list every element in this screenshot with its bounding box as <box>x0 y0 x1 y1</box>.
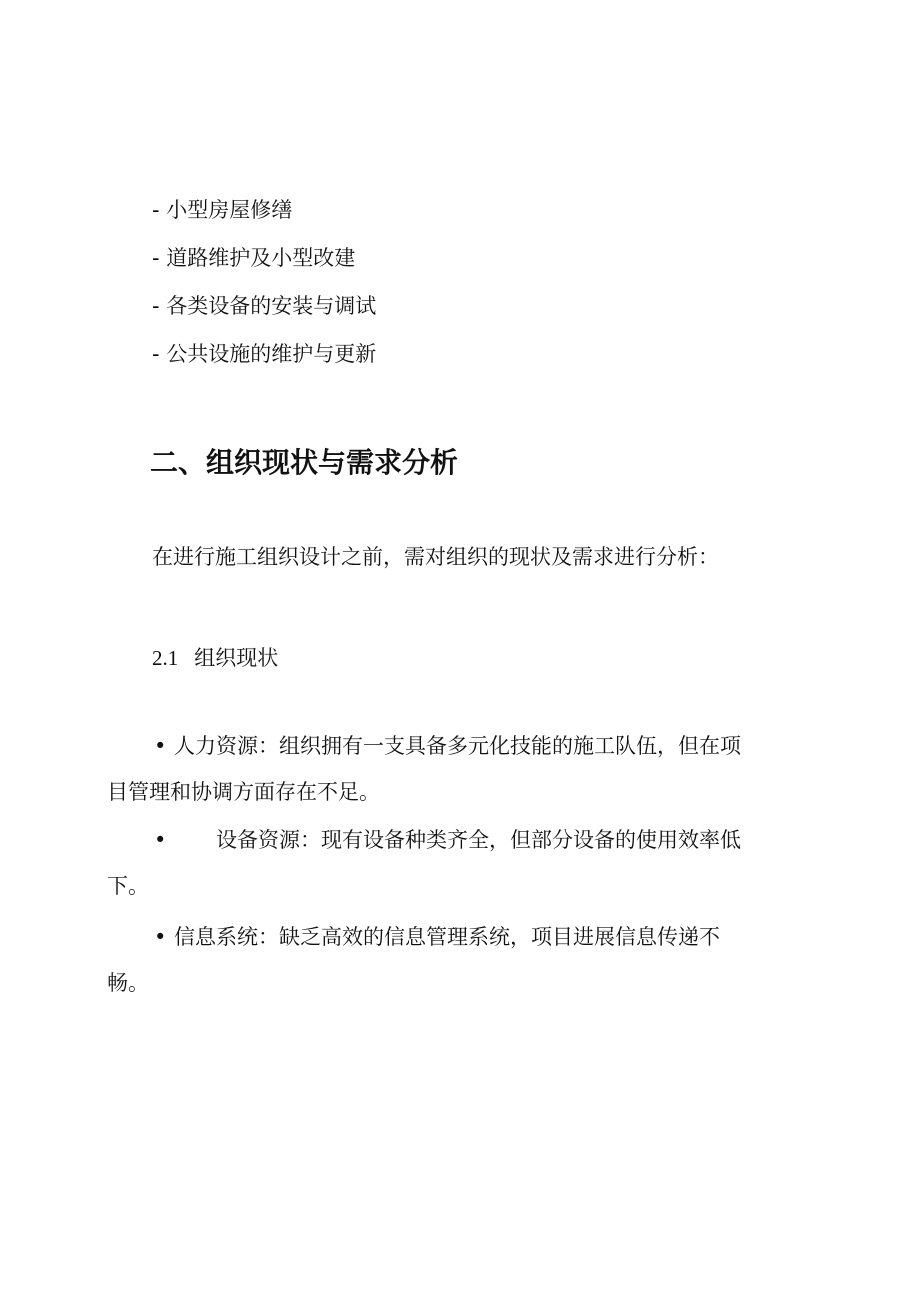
list-item: - 小型房屋修缮 <box>152 198 293 222</box>
bullet-icon: • <box>154 734 167 758</box>
list-item: - 各类设备的安装与调试 <box>152 294 377 318</box>
subsection-title: 组织现状 <box>194 646 279 670</box>
list-item: - 公共设施的维护与更新 <box>152 342 377 366</box>
bullet-text: 信息系统：缺乏高效的信息管理系统，项目进展信息传递不 <box>174 925 720 949</box>
bullet-text: 设备资源：现有设备种类齐全，但部分设备的使用效率低 <box>216 828 741 852</box>
bullet-text-continued: 畅。 <box>107 971 149 995</box>
section-heading: 二、组织现状与需求分析 <box>150 446 459 479</box>
bullet-item-human-resources <box>107 723 801 815</box>
list-item: - 道路维护及小型改建 <box>152 246 356 270</box>
subsection-number: 2.1 <box>152 646 179 670</box>
bullet-icon: • <box>154 925 167 949</box>
bullet-text-continued: 下。 <box>107 874 149 898</box>
bullet-text-continued: 目管理和协调方面存在不足。 <box>107 780 380 804</box>
bullet-text: 人力资源：组织拥有一支具备多元化技能的施工队伍，但在项 <box>174 734 741 758</box>
bullet-item-information-system <box>107 914 801 1006</box>
bullet-item-equipment-resources <box>107 817 801 909</box>
subsection-heading <box>152 642 278 674</box>
bullet-icon: • <box>154 828 167 852</box>
section-intro: 在进行施工组织设计之前，需对组织的现状及需求进行分析： <box>152 545 719 569</box>
